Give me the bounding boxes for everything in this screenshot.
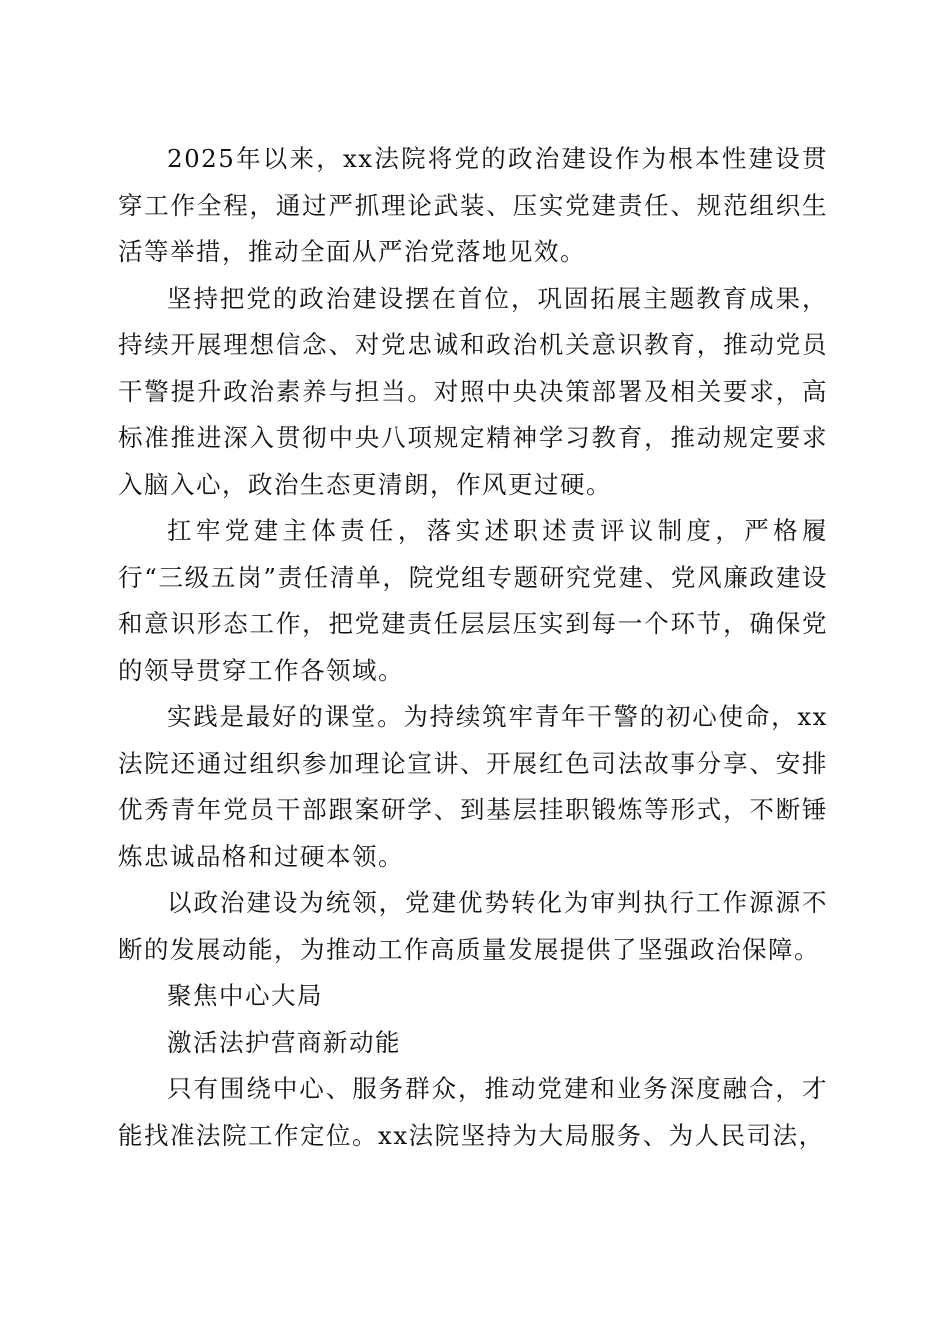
document-body — [118, 136, 828, 1159]
paragraph-integration: 只有围绕中心、服务群众，推动党建和业务深度融合，才能找准法院工作定位。xx法院坚持为大局服务、为人民司法， — [118, 1074, 828, 1150]
section-heading: 聚焦中心大局 — [167, 981, 323, 1010]
paragraph-leadership: 以政治建设为统领，党建优势转化为审判执行工作源源不断的发展动能，为推动工作高质量发展提供了坚强政治保障。 — [118, 888, 828, 964]
section-subheading: 激活法护营商新动能 — [167, 1027, 401, 1057]
paragraph-intro: 2025年以来，xx法院将党的政治建设作为根本性建设贯穿工作全程，通过严抓理论武装、压实党建责任、规范组织生活等举措，推动全面从严治党落地见效。 — [118, 144, 828, 266]
paragraph-political-building: 坚持把党的政治建设摆在首位，巩固拓展主题教育成果，持续开展理想信念、对党忠诚和政治机关意识教育，推动党员干警提升政治素养与担当。对照中央决策部署及相关要求，高标准推进深入贯彻中央八项规定精神学习教育，推动规定要求入脑入心，政治生态更清朗，作风更过硬。 — [118, 283, 828, 499]
paragraph-party-responsibility: 扛牢党建主体责任，落实述职述责评议制度，严格履行“三级五岗”责任清单，院党组专题研究党建、党风廉政建设和意识形态工作，把党建责任层层压实到每一个环节，确保党的领导贯穿工作各领域。 — [118, 516, 828, 685]
paragraph-practice: 实践是最好的课堂。为持续筑牢青年干警的初心使命，xx法院还通过组织参加理论宣讲、开展红色司法故事分享、安排优秀青年党员干部跟案研学、到基层挂职锻炼等形式，不断锤炼忠诚品格和过硬本领。 — [118, 702, 828, 871]
